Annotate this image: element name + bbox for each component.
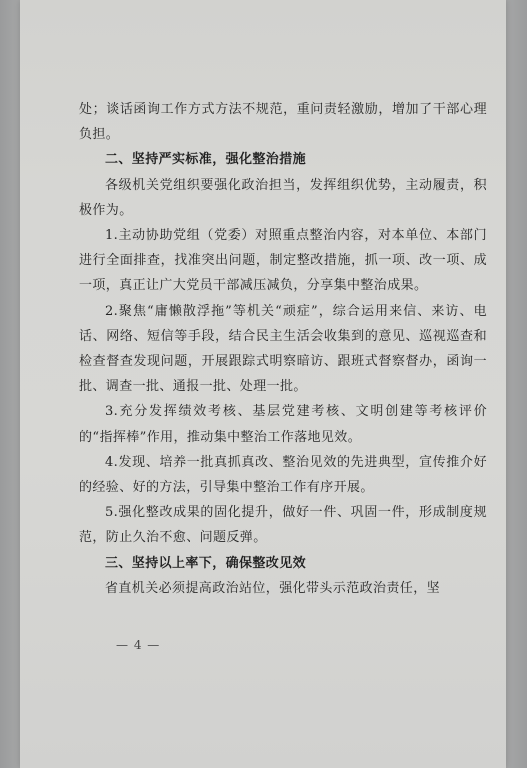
list-item-2: 2.聚焦“庸懒散浮拖”等机关“顽症”，综合运用来信、来访、电话、网络、短信等手段，结合民主生活会收集到的意见、巡视巡查和检查督查发现问题，开展跟踪式明察暗访、跟班式督察督办，函询一批、调查一批、通报一批、处理一批。 (79, 303, 487, 395)
section-heading-2: 二、坚持严实标准，强化整治措施 (105, 152, 307, 168)
document-page (20, 0, 506, 768)
page-content (79, 97, 487, 601)
paragraph-2: 各级机关党组织要强化政治担当，发挥组织优势，主动履责，积极作为。 (79, 177, 487, 218)
paragraph-3: 省直机关必须提高政治站位，强化带头示范政治责任，坚 (105, 580, 441, 596)
section-heading-3: 三、坚持以上率下，确保整改见效 (105, 555, 307, 571)
list-item-1: 1.主动协助党组（党委）对照重点整治内容，对本单位、本部门进行全面排查，找准突出问题，制定整改措施，抓一项、改一项、成一项，真正让广大党员干部减压减负，分享集中整治成果。 (79, 228, 487, 294)
paragraph-1: 处；谈话函询工作方式方法不规范，重问责轻激励，增加了干部心理负担。 (79, 102, 487, 143)
page-number: — 4 — (116, 638, 161, 652)
list-item-5: 5.强化整改成果的固化提升，做好一件、巩固一件，形成制度规范，防止久治不愈、问题反弹。 (79, 505, 487, 546)
list-item-3: 3.充分发挥绩效考核、基层党建考核、文明创建等考核评价的“指挥棒”作用，推动集中整治工作落地见效。 (79, 404, 487, 445)
list-item-4: 4.发现、培养一批真抓真改、整治见效的先进典型，宣传推介好的经验、好的方法，引导集中整治工作有序开展。 (79, 454, 487, 496)
